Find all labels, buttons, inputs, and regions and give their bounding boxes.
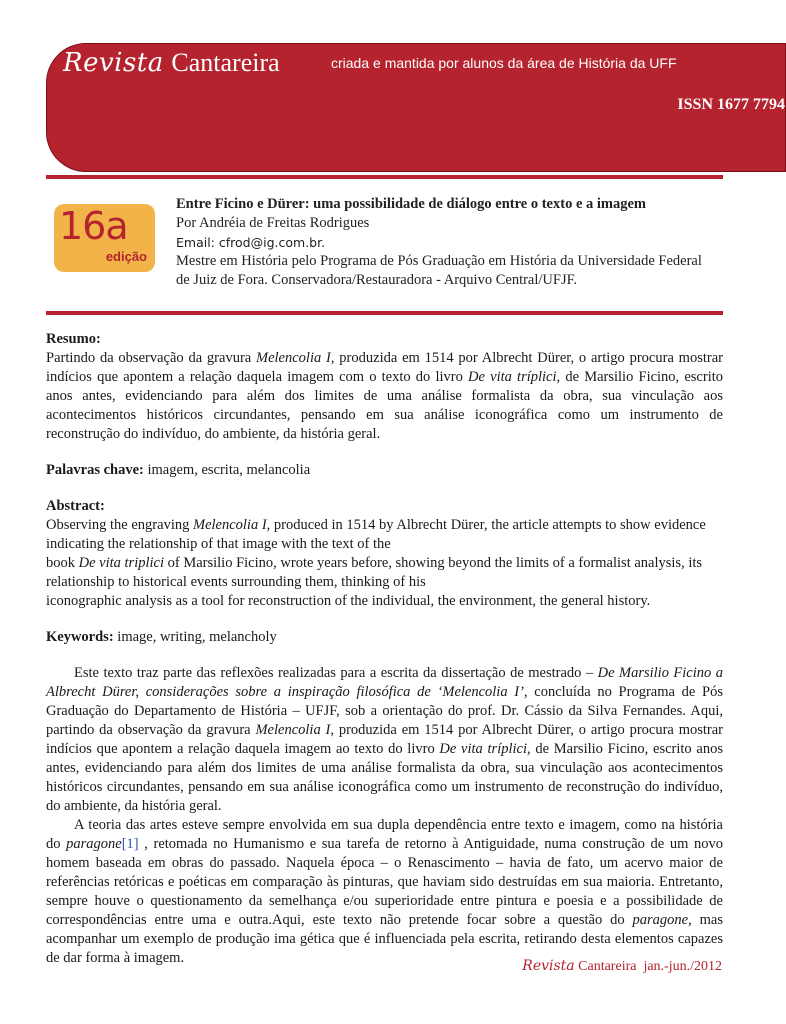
- author-email-line: [176, 233, 716, 252]
- palavras-chave: [46, 461, 723, 480]
- article-info: [176, 195, 716, 290]
- journal-tagline: criada e mantida por alunos da área de História da UFF: [331, 55, 677, 71]
- edition-number: 16a: [59, 204, 128, 248]
- footer-brand-script: Revista: [522, 958, 575, 974]
- footer-brand-plain: Cantareira: [578, 959, 637, 974]
- footer-date: jan.-jun./2012: [643, 959, 722, 974]
- palavras-label: Palavras chave:: [46, 462, 144, 478]
- section-divider: [46, 311, 723, 315]
- article-author: Por Andréia de Freitas Rodrigues: [176, 215, 370, 231]
- email-label: Email:: [176, 235, 215, 250]
- keywords-label: Keywords:: [46, 629, 114, 645]
- abstract-text: Observing the engraving Melencolia I, produced in 1514 by Albrecht Dürer, the article attempts to show evidence indicating the relationship of that image with the text of the book De vita triplici of Marsilio Ficino, wrote years before, showing beyond the limits of a formalist analysis, its relationship to historical events surrounding them, thinking of his iconographic analysis as a tool for reconstruction of the individual, the environment, the general history.: [46, 517, 706, 609]
- body-paragraph-2: A teoria das artes esteve sempre envolvida em sua dupla dependência entre texto e imagem, como na história do paragone[1] , retomada no Humanismo e sua tarefa de retorno à Antiguidade, numa construção de um novo homem baseada em obras do passado. Naquela época – o Renascimento – havia de fato, um acervo maior de referências retóricas e poéticas em comparação às pinturas, que haviam sido destruídas em sua maioria. Entretanto, sempre houve o questionamento da semelhança e/ou superioridade entre pintura e poesia e a possibilidade de correspondências entre uma e outra.Aqui, este texto não pretende focar sobre a questão do paragone, mas acompanhar um exemplo de produção ima gética que é influenciada pela escrita, retirando desta elementos capazes de dar forma à imagem.: [46, 817, 724, 966]
- email-address[interactable]: cfrod@ig.com.br.: [218, 235, 326, 250]
- journal-logo: [63, 48, 280, 78]
- edition-label: edição: [105, 249, 147, 264]
- journal-banner: [46, 43, 786, 172]
- resumo-heading: Resumo:: [46, 331, 101, 347]
- palavras-value: imagem, escrita, melancolia: [143, 462, 311, 478]
- article-title: Entre Ficino e Dürer: uma possibilidade de diálogo entre o texto e a imagem: [176, 196, 647, 212]
- page-footer: [522, 958, 722, 975]
- brand-script: Revista: [63, 48, 164, 78]
- issn-label: ISSN 1677 7794: [677, 96, 785, 113]
- author-affiliation: Mestre em História pelo Programa de Pós Graduação em História da Universidade Federal de Juiz de Fora. Conservadora/Restauradora - Arquivo Central/UFJF.: [176, 253, 702, 288]
- resumo-text: Partindo da observação da gravura Melencolia I, produzida em 1514 por Albrecht Dürer, o artigo procura mostrar indícios que apontem a relação daquela imagem com o texto do livro De vita tríplici, de Marsilio Ficino, escrito anos antes, evidenciando para além dos limites de uma análise formalista da obra, sua vinculação aos acontecimentos históricos circundantes, pensando em sua análise iconográfica como um instrumento de reconstrução do indivíduo, do ambiente, da história geral.: [46, 350, 724, 442]
- footnote-link[interactable]: [1]: [121, 836, 139, 852]
- article-body: [46, 330, 723, 968]
- body-paragraph-1: Este texto traz parte das reflexões realizadas para a escrita da dissertação de mestrado – De Marsilio Ficino a Albrecht Dürer, considerações sobre a inspiração filosófica de ‘Melencolia I’, concluída no Programa de Pós Graduação do Departamento de História – UFJF, sob a orientação do prof. Dr. Cássio da Silva Fernandes. Aqui, partindo da observação da gravura Melencolia I, produzida em 1514 por Albrecht Dürer, o artigo procura mostrar indícios que apontem a relação daquela imagem ao texto do livro De vita tríplici, de Marsilio Ficino, escrito anos antes, evidenciando para além dos limites de uma análise formalista da obra, sua vinculação aos acontecimentos históricos circundantes, pensando em sua análise iconográfica como um instrumento de reconstrução do indivíduo, do ambiente, da história geral.: [46, 665, 723, 814]
- keywords-value: image, writing, melancholy: [113, 629, 277, 645]
- edition-badge: [54, 204, 155, 272]
- keywords: [46, 628, 723, 647]
- brand-plain: Cantareira: [171, 48, 280, 77]
- top-divider: [46, 175, 723, 179]
- abstract-heading: Abstract:: [46, 498, 105, 514]
